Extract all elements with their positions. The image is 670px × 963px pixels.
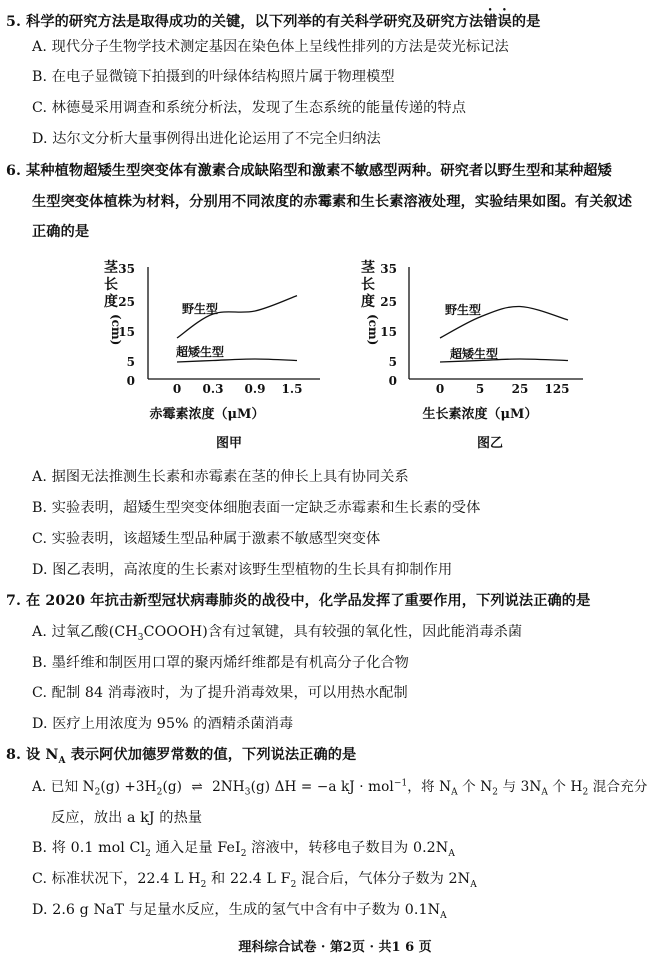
chart-yi-xtick-4: 125 — [544, 382, 570, 396]
chart-jia-svg — [92, 252, 322, 457]
chart-yi-ytick-0: 0 — [388, 374, 397, 388]
q5-option-c: C. 林德曼采用调查和系统分析法，发现了生态系统的能量传递的特点 — [32, 100, 467, 116]
chart-yi-xtick-1: 0 — [435, 382, 445, 396]
chart-jia-ytick-0: 0 — [126, 374, 135, 388]
chart-jia-xtick-2: 0.3 — [202, 382, 224, 396]
chart-yi-ytick-35: 35 — [380, 262, 397, 276]
chart-yi-ylabel-unit: (cm) — [366, 314, 380, 346]
q7-option-a: A. 过氧乙酸$(CH_3COOOH)$含有过氧键，具有较强的氧化性，因此能消毒杀菌 — [32, 624, 523, 643]
q5-option-b: B. 在电子显微镜下拍摄到的叶绿体结构照片属于物理模型 — [32, 69, 395, 85]
q6-option-b: B. 实验表明，超矮生型突变体细胞表面一定缺乏赤霉素和生长素的受体 — [32, 500, 481, 516]
q7-option-b: B. 墨纤维和制医用口罩的聚丙烯纤维都是有机高分子化合物 — [32, 655, 409, 671]
chart-yi-legend-wild: 野生型 — [445, 303, 482, 317]
q6-option-d: D. 图乙表明，高浓度的生长素对该野生型植物的生长具有抑制作用 — [32, 562, 453, 578]
chart-jia-ytick-25: 25 — [118, 295, 135, 309]
chart-jia-ylabel-char-2: 长 — [104, 277, 118, 293]
chart-jia-xtick-4: 1.5 — [281, 382, 303, 396]
chart-yi-ylabel-char-3: 度 — [361, 294, 375, 310]
q5-stem: 5. 科学的研究方法是取得成功的关键，以下列举的有关科学研究及研究方法错误的是 — [6, 14, 541, 30]
q8-option-d: D. 2.6 g NaT 与足量水反应，生成的氢气中含有中子数为 $0.1N_A$ — [32, 902, 447, 921]
chart-yi-legend-dwarf: 超矮生型 — [450, 347, 499, 361]
chart-jia — [92, 252, 322, 457]
q5-option-d: D. 达尔文分析大量事例得出进化论运用了不完全归纳法 — [32, 131, 381, 147]
q5-option-a: A. 现代分子生物学技术测定基因在染色体上呈线性排列的方法是荧光标记法 — [32, 39, 509, 55]
q6-option-a: A. 据图无法推测生长素和赤霉素在茎的伸长上具有协同关系 — [32, 469, 409, 485]
chart-jia-ylabel-unit: (cm) — [109, 314, 123, 346]
chart-yi-ytick-25: 25 — [380, 295, 397, 309]
q7-stem: 7. 在 2020 年抗击新型冠状病毒肺炎的战役中，化学品发挥了重要作用，下列说法正确的是 — [6, 593, 591, 609]
chart-jia-legend-dwarf: 超矮生型 — [176, 345, 225, 359]
q8-option-a: A. 已知 $N_2(g) +3H_2(g)$ ⇌ $2NH_3(g) \Delta H = -a$ kJ · mol$^{-1}$，将 $N_A$ 个 $N_2$ 与 $3N_A$ 个 $H_2$ 混合充分 — [32, 778, 648, 798]
q8-stem: 8. 设 $N_A$ 表示阿伏加德罗常数的值，下列说法正确的是 — [6, 747, 357, 766]
chart-yi-xlabel: 生长素浓度（μM） — [422, 407, 538, 422]
equilibrium-arrow-icon: ⇌ — [191, 779, 203, 795]
q7-option-c: C. 配制 84 消毒液时，为了提升消毒效果，可以用热水配制 — [32, 685, 408, 701]
chart-jia-ytick-5: 5 — [126, 355, 135, 369]
q8-option-c: C. 标准状况下，22.4 L $H_2$ 和 22.4 L $F_2$ 混合后，气体分子数为 $2N_A$ — [32, 871, 477, 890]
q6-stem-line-1: 6. 某种植物超矮生型突变体有激素合成缺陷型和激素不敏感型两种。研究者以野生型和某种超矮 — [6, 163, 612, 179]
chart-yi-ylabel-char-1: 茎 — [361, 260, 375, 276]
chart-jia-ylabel-char-3: 度 — [104, 294, 118, 310]
chart-jia-xtick-1: 0 — [172, 382, 182, 396]
q8-option-b: B. 将 0.1 mol $Cl_2$ 通入足量 FeI$_2$ 溶液中，转移电子数目为 $0.2N_A$ — [32, 840, 455, 859]
chart-yi-title: 图乙 — [476, 436, 504, 451]
chart-yi — [353, 252, 588, 457]
q7-option-d: D. 医疗上用浓度为 95% 的酒精杀菌消毒 — [32, 716, 294, 732]
chart-yi-ylabel-char-2: 长 — [361, 277, 375, 293]
chart-jia-legend-wild: 野生型 — [182, 302, 219, 316]
chart-yi-ytick-15: 15 — [380, 325, 397, 339]
q6-stem-line-3: 正确的是 — [32, 224, 90, 240]
chart-yi-svg — [353, 252, 588, 457]
chart-jia-xlabel: 赤霉素浓度（μM） — [149, 407, 265, 422]
chart-yi-xtick-2: 5 — [475, 382, 485, 396]
chart-yi-ytick-5: 5 — [388, 355, 397, 369]
chart-yi-xtick-3: 25 — [511, 382, 529, 396]
q6-stem-line-2: 生型突变体植株为材料，分别用不同浓度的赤霉素和生长素溶液处理，实验结果如图。有关叙述 — [32, 194, 633, 210]
chart-jia-title: 图甲 — [215, 436, 243, 451]
q8-option-a-continued: 反应，放出 a kJ 的热量 — [51, 810, 203, 826]
chart-jia-ytick-15: 15 — [118, 325, 135, 339]
chart-jia-xtick-3: 0.9 — [244, 382, 266, 396]
page-footer: 理科综合试卷 · 第2页 · 共1 6 页 — [238, 940, 432, 955]
chart-jia-ytick-35: 35 — [118, 262, 135, 276]
q6-option-c: C. 实验表明，该超矮生型品种属于激素不敏感型突变体 — [32, 531, 381, 547]
chart-jia-series-dwarf — [177, 359, 297, 362]
chart-jia-ylabel-char-1: 茎 — [104, 260, 118, 276]
